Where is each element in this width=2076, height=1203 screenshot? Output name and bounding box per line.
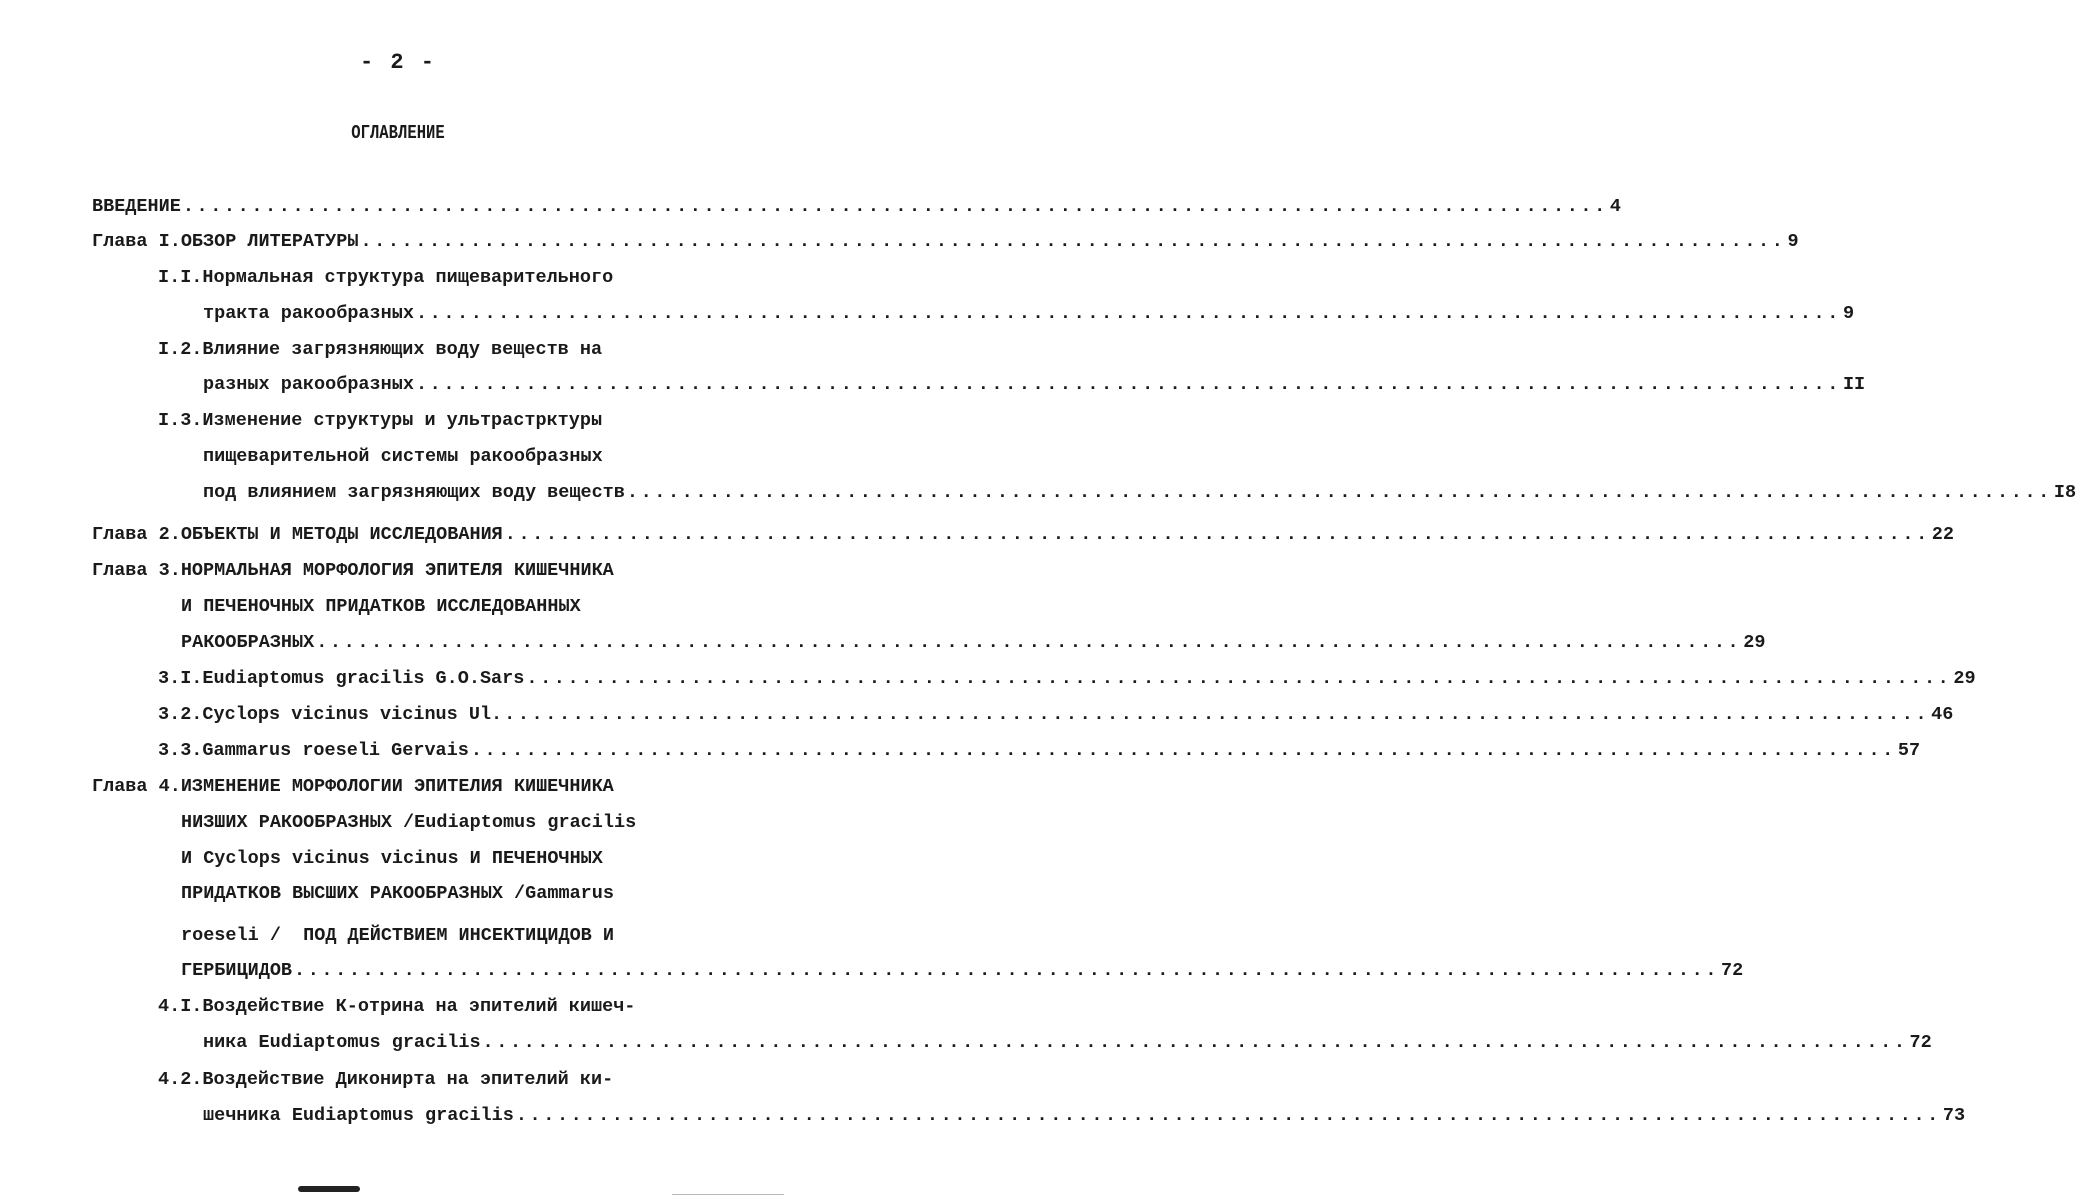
- toc-page-number: 29: [1743, 632, 1766, 653]
- ink-smudge-mark: [298, 1186, 360, 1192]
- toc-entry-section-1-1: [203, 302, 1855, 326]
- toc-page-number: 4: [1609, 196, 1621, 217]
- toc-entry-section-1-2: [203, 373, 1866, 397]
- toc-entry-section-1-3: [203, 481, 2076, 505]
- toc-page-number: 57: [1897, 740, 1921, 761]
- toc-entry-section-3-3: [158, 739, 1921, 763]
- toc-entry-title: 3.3.Gammarus roeseli Gervais: [158, 740, 469, 761]
- toc-entry-title: под влиянием загрязняющих воду веществ: [203, 482, 625, 503]
- toc-heading: ОГЛАВЛЕНИЕ: [351, 122, 445, 144]
- toc-chapter-4-line-5: roeseli / ПОД ДЕЙСТВИЕМ ИНСЕКТИЦИДОВ И: [181, 925, 614, 946]
- toc-section-1-2-line-1: I.2.Влияние загрязняющих воду веществ на: [158, 339, 603, 360]
- toc-chapter-4-line-1: Глава 4.ИЗМЕНЕНИЕ МОРФОЛОГИИ ЭПИТЕЛИЯ КИШЕЧНИКА: [92, 776, 614, 797]
- page-edge-line: [672, 1194, 784, 1195]
- toc-chapter-4-line-3: И Cyclops vicinus vicinus И ПЕЧЕНОЧНЫХ: [181, 848, 603, 869]
- leader-dots: ........................................................................................................: [294, 960, 1720, 981]
- leader-dots: ........................................................................................................: [360, 231, 1786, 252]
- toc-page-number: 9: [1787, 231, 1799, 252]
- leader-dots: ........................................................................................................: [182, 196, 1608, 217]
- leader-dots: ........................................................................................................: [316, 632, 1742, 653]
- toc-entry-section-4-2: [203, 1104, 1966, 1128]
- leader-dots: ........................................................................................................: [504, 704, 1930, 725]
- toc-entry-title: 3.2.Cyclops vicinus vicinus Ul.: [158, 704, 503, 725]
- toc-page-number: 72: [1909, 1032, 1932, 1053]
- toc-entry-chapter-2: [92, 523, 1954, 547]
- toc-page-number: II: [1842, 374, 1866, 395]
- toc-page-number: I8: [2053, 482, 2076, 503]
- toc-page-number: 9: [1842, 303, 1855, 324]
- toc-entry-chapter-1: [92, 230, 1799, 254]
- toc-entry-chapter-3: [181, 631, 1766, 655]
- toc-entry-title: тракта ракообразных: [203, 303, 414, 324]
- page-number: - 2 -: [359, 50, 436, 75]
- toc-chapter-3-line-1: Глава 3.НОРМАЛЬНАЯ МОРФОЛОГИЯ ЭПИТЕЛЯ КИШЕЧНИКА: [92, 560, 614, 581]
- leader-dots: ........................................................................................................: [626, 482, 2052, 503]
- leader-dots: ........................................................................................................: [415, 374, 1841, 395]
- toc-entry-chapter-4: [181, 959, 1744, 983]
- toc-chapter-4-line-4: ПРИДАТКОВ ВЫСШИХ РАКООБРАЗНЫХ /Gammarus: [181, 883, 614, 904]
- toc-entry-section-4-1: [203, 1031, 1932, 1055]
- toc-page-number: 29: [1953, 668, 1976, 689]
- toc-entry-intro: [92, 195, 1621, 219]
- leader-dots: ........................................................................................................: [415, 303, 1841, 324]
- toc-chapter-3-line-2: И ПЕЧЕНОЧНЫХ ПРИДАТКОВ ИССЛЕДОВАННЫХ: [181, 596, 581, 617]
- toc-entry-section-3-1: [158, 667, 1976, 691]
- toc-page-number: 46: [1931, 704, 1954, 725]
- toc-entry-title: Глава I.ОБЗОР ЛИТЕРАТУРЫ: [92, 231, 359, 252]
- toc-entry-title: ВВЕДЕНИЕ: [92, 196, 181, 217]
- toc-entry-title: разных ракообразных: [203, 374, 414, 395]
- leader-dots: ........................................................................................................: [526, 668, 1952, 689]
- toc-chapter-4-line-2: НИЗШИХ РАКООБРАЗНЫХ /Eudiaptomus gracilis: [181, 812, 637, 833]
- toc-entry-section-3-2: [158, 703, 1954, 727]
- toc-page-number: 72: [1721, 960, 1744, 981]
- toc-entry-title: ника Eudiaptomus gracilis: [203, 1032, 481, 1053]
- toc-entry-title: шечника Eudiaptomus gracilis: [203, 1105, 514, 1126]
- toc-section-4-1-line-1: 4.I.Воздействие К-отрина на эпителий кишеч-: [158, 996, 636, 1017]
- toc-section-1-3-line-1: I.3.Изменение структуры и ультрастрктуры: [158, 410, 603, 431]
- toc-entry-title: 3.I.Eudiaptomus gracilis G.O.Sars: [158, 668, 525, 689]
- toc-section-1-3-line-2: пищеварительной системы ракообразных: [203, 446, 603, 467]
- toc-page-number: 22: [1931, 524, 1954, 545]
- leader-dots: ........................................................................................................: [470, 740, 1896, 761]
- toc-entry-title: Глава 2.ОБЪЕКТЫ И МЕТОДЫ ИССЛЕДОВАНИЯ: [92, 524, 503, 545]
- toc-entry-title: ГЕРБИЦИДОВ: [181, 960, 293, 981]
- toc-entry-title: РАКООБРАЗНЫХ: [181, 632, 315, 653]
- leader-dots: ........................................................................................................: [482, 1032, 1908, 1053]
- leader-dots: ........................................................................................................: [504, 524, 1930, 545]
- toc-section-4-2-line-1: 4.2.Воздействие Диконирта на эпителий ки-: [158, 1069, 614, 1090]
- toc-section-1-1-line-1: I.I.Нормальная структура пищеварительного: [158, 267, 614, 288]
- leader-dots: ........................................................................................................: [515, 1105, 1941, 1126]
- toc-page-number: 73: [1942, 1105, 1966, 1126]
